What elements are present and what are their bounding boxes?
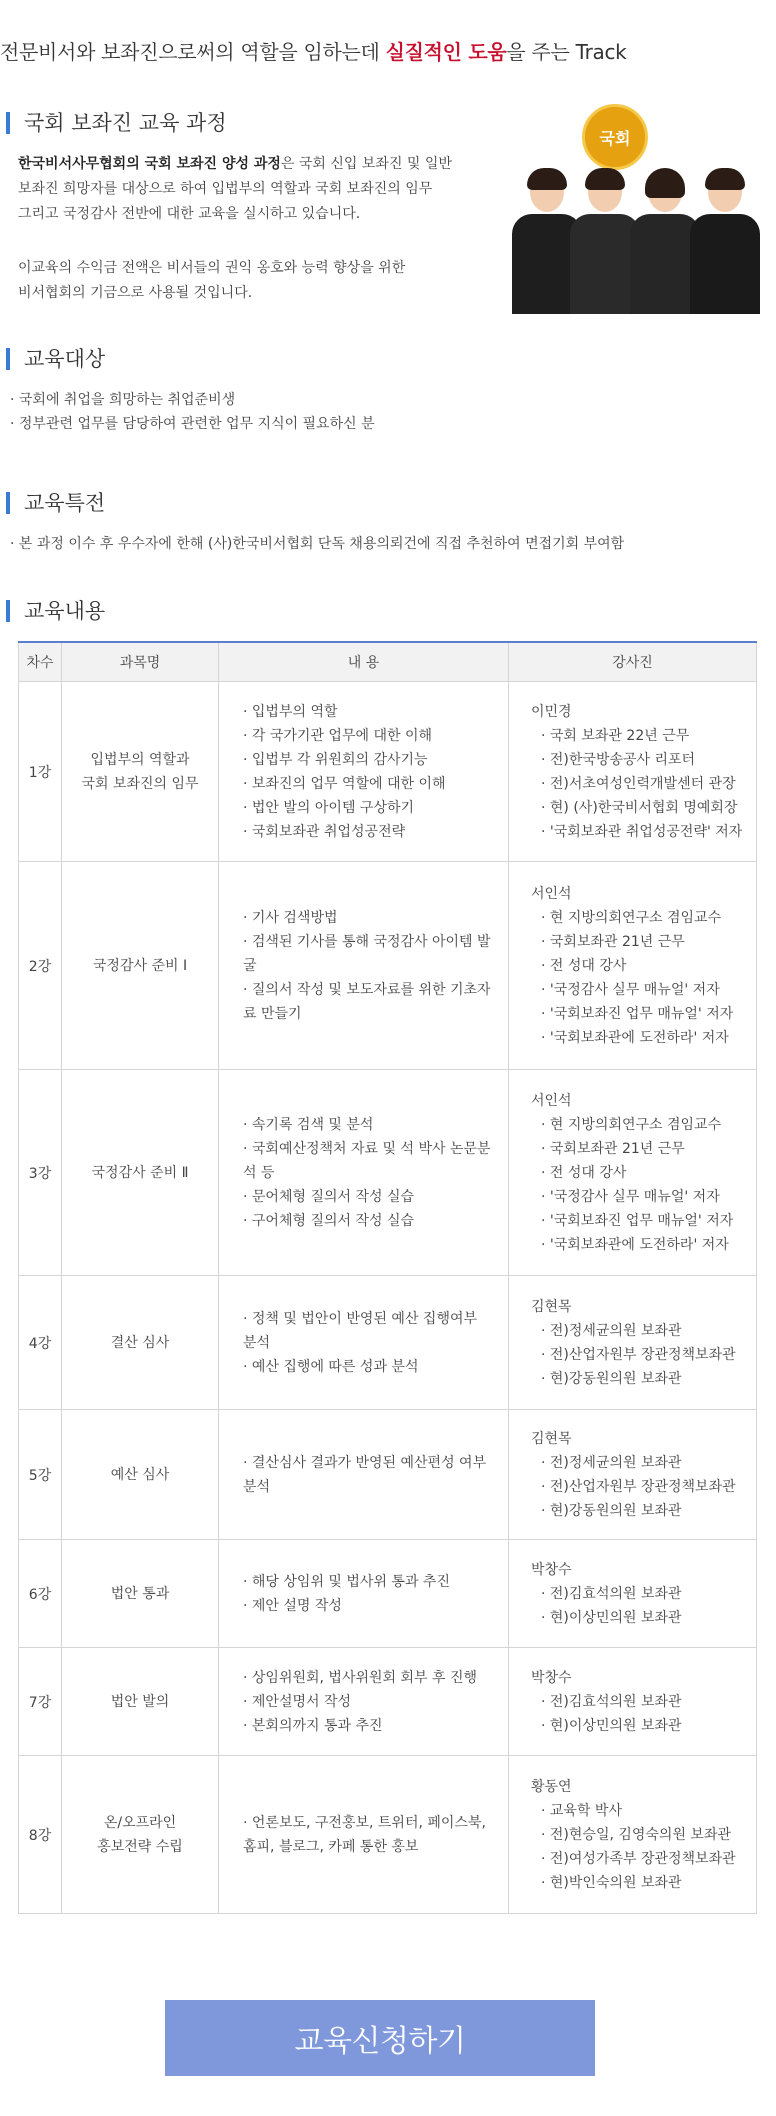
career-item: · 전)여성가족부 장관정책보좌관 <box>531 1847 744 1871</box>
contents-cell <box>219 862 509 1070</box>
career-item: · 전)한국방송공사 리포터 <box>531 748 744 772</box>
session-number: 5강 <box>19 1410 62 1540</box>
content-item: · 본회의까지 통과 추진 <box>243 1714 494 1738</box>
subject-cell: 입법부의 역할과 국회 보좌진의 임무 <box>62 682 219 862</box>
career-item: · '국회보좌관 취업성공전략' 저자 <box>531 820 744 844</box>
benefit-list <box>10 532 624 556</box>
career-item: · '국회보좌관에 도전하라' 저자 <box>531 1026 744 1050</box>
contents-cell <box>219 1276 509 1410</box>
subject-cell: 예산 심사 <box>62 1410 219 1540</box>
content-item: · 입법부의 역할 <box>243 700 494 724</box>
content-item: · 상임위원회, 법사위원회 회부 후 진행 <box>243 1666 494 1690</box>
instructor-name: 김현목 <box>531 1430 572 1447</box>
career-item: · 현)이상민의원 보좌관 <box>531 1714 744 1738</box>
staff-group-image <box>512 104 762 314</box>
header-instructor: 강사진 <box>509 642 757 682</box>
content-item: · 문어체형 질의서 작성 실습 <box>243 1185 494 1209</box>
content-item: · 속기록 검색 및 분석 <box>243 1113 494 1137</box>
instructor-name: 김현목 <box>531 1298 572 1315</box>
session-number: 2강 <box>19 862 62 1070</box>
instructor-name: 황동연 <box>531 1778 572 1795</box>
instructor-cell <box>509 682 757 862</box>
apply-button[interactable]: 교육신청하기 <box>165 2000 595 2076</box>
instructor-cell <box>509 1410 757 1540</box>
target-list <box>10 388 375 436</box>
instructor-cell <box>509 1070 757 1276</box>
content-item: · 예산 집행에 따른 성과 분석 <box>243 1355 494 1379</box>
instructor-name: 서인석 <box>531 1092 572 1109</box>
header-session: 차수 <box>19 642 62 682</box>
content-item: · 각 국가기관 업무에 대한 이해 <box>243 724 494 748</box>
instructor-name: 박창수 <box>531 1561 572 1578</box>
contents-cell <box>219 1070 509 1276</box>
intro-highlight: 실질적인 도움 <box>385 40 507 64</box>
session-number: 1강 <box>19 682 62 862</box>
content-item: · 검색된 기사를 통해 국정감사 아이템 발굴 <box>243 930 494 978</box>
session-number: 7강 <box>19 1648 62 1756</box>
subject-cell: 결산 심사 <box>62 1276 219 1410</box>
career-item: · 국회보좌관 21년 근무 <box>531 930 744 954</box>
instructor-cell <box>509 1648 757 1756</box>
table-row <box>19 1540 757 1648</box>
curriculum-table <box>18 641 757 1914</box>
content-item: · 법안 발의 아이템 구상하기 <box>243 796 494 820</box>
career-item: · 전)현승일, 김영숙의원 보좌관 <box>531 1823 744 1847</box>
career-item: · 전)산업자원부 장관정책보좌관 <box>531 1475 744 1499</box>
content-item: · 입법부 각 위원회의 감사기능 <box>243 748 494 772</box>
career-item: · '국정감사 실무 매뉴얼' 저자 <box>531 1185 744 1209</box>
career-item: · 현)박인숙의원 보좌관 <box>531 1871 744 1895</box>
instructor-cell <box>509 1756 757 1914</box>
list-item: · 국회에 취업을 희망하는 취업준비생 <box>10 388 375 412</box>
career-item: · '국회보좌관에 도전하라' 저자 <box>531 1233 744 1257</box>
table-row <box>19 1276 757 1410</box>
content-item: · 제안 설명 작성 <box>243 1594 494 1618</box>
career-item: · 전 성대 강사 <box>531 954 744 978</box>
subject-cell: 온/오프라인 홍보전략 수립 <box>62 1756 219 1914</box>
content-item: · 해당 상임위 및 법사위 통과 추진 <box>243 1570 494 1594</box>
section-title-overview: 국회 보좌진 교육 과정 <box>6 112 227 134</box>
session-number: 8강 <box>19 1756 62 1914</box>
career-item: · 국회보좌관 21년 근무 <box>531 1137 744 1161</box>
career-item: · 국회 보좌관 22년 근무 <box>531 724 744 748</box>
content-item: · 국회보좌관 취업성공전략 <box>243 820 494 844</box>
content-item: · 제안설명서 작성 <box>243 1690 494 1714</box>
contents-cell <box>219 1410 509 1540</box>
subject-cell: 법안 발의 <box>62 1648 219 1756</box>
career-item: · 전)김효석의원 보좌관 <box>531 1582 744 1606</box>
career-item: · '국회보좌진 업무 매뉴얼' 저자 <box>531 1002 744 1026</box>
career-item: · 현)강동원의원 보좌관 <box>531 1367 744 1391</box>
section-title-target: 교육대상 <box>6 348 105 370</box>
table-row <box>19 1070 757 1276</box>
career-item: · 전)정세균의원 보좌관 <box>531 1319 744 1343</box>
table-row <box>19 862 757 1070</box>
instructor-cell <box>509 862 757 1070</box>
national-assembly-emblem-icon: 국회 <box>582 104 648 170</box>
subject-cell: 국정감사 준비 Ⅰ <box>62 862 219 1070</box>
career-item: · 현)강동원의원 보좌관 <box>531 1499 744 1523</box>
content-item: · 질의서 작성 및 보도자료를 위한 기초자료 만들기 <box>243 978 494 1026</box>
header-subject: 과목명 <box>62 642 219 682</box>
person-figure <box>690 172 760 314</box>
career-item: · 현)이상민의원 보좌관 <box>531 1606 744 1630</box>
content-item: · 국회예산정책처 자료 및 석 박사 논문분석 등 <box>243 1137 494 1185</box>
content-item: · 보좌진의 업무 역할에 대한 이해 <box>243 772 494 796</box>
instructor-name: 이민경 <box>531 703 572 720</box>
instructor-cell <box>509 1540 757 1648</box>
career-item: · '국정감사 실무 매뉴얼' 저자 <box>531 978 744 1002</box>
overview-paragraph-2: 이교육의 수익금 전액은 비서들의 권익 옹호와 능력 향상을 위한 비서협회의 기금으로 사용될 것입니다. <box>18 260 406 301</box>
contents-cell <box>219 1648 509 1756</box>
session-number: 4강 <box>19 1276 62 1410</box>
list-item: · 정부관련 업무를 담당하여 관련한 업무 지식이 필요하신 분 <box>10 412 375 436</box>
career-item: · 전)산업자원부 장관정책보좌관 <box>531 1343 744 1367</box>
career-item: · 전 성대 강사 <box>531 1161 744 1185</box>
career-item: · 전)서초여성인력개발센터 관장 <box>531 772 744 796</box>
section-title-content: 교육내용 <box>6 600 105 622</box>
list-item: · 본 과정 이수 후 우수자에 한해 (사)한국비서협회 단독 채용의뢰건에 직접 추천하여 면접기회 부여함 <box>10 532 624 556</box>
content-item: · 결산심사 결과가 반영된 예산편성 여부 분석 <box>243 1451 494 1499</box>
career-item: · 전)정세균의원 보좌관 <box>531 1451 744 1475</box>
career-item: · 현 지방의회연구소 겸임교수 <box>531 1113 744 1137</box>
instructor-name: 서인석 <box>531 885 572 902</box>
instructor-cell <box>509 1276 757 1410</box>
table-row <box>19 682 757 862</box>
career-item: · 전)김효석의원 보좌관 <box>531 1690 744 1714</box>
contents-cell <box>219 1540 509 1648</box>
overview-paragraph-1: 한국비서사무협회의 국회 보좌진 양성 과정은 국회 신입 보좌진 및 일반 보좌진 희망자를 대상으로 하여 입법부의 역할과 국회 보좌진의 임무 그리고 국정감사 전반에 대한 교육을 실시하고 있습니다. <box>18 156 452 222</box>
content-item: · 구어체형 질의서 작성 실습 <box>243 1209 494 1233</box>
section-title-benefit: 교육특전 <box>6 492 105 514</box>
session-number: 6강 <box>19 1540 62 1648</box>
table-row <box>19 1410 757 1540</box>
session-number: 3강 <box>19 1070 62 1276</box>
career-item: · '국회보좌진 업무 매뉴얼' 저자 <box>531 1209 744 1233</box>
table-row <box>19 1756 757 1914</box>
career-item: · 현 지방의회연구소 겸임교수 <box>531 906 744 930</box>
content-item: · 정책 및 법안이 반영된 예산 집행여부 분석 <box>243 1307 494 1355</box>
instructor-name: 박창수 <box>531 1669 572 1686</box>
subject-cell: 법안 통과 <box>62 1540 219 1648</box>
career-item: · 교육학 박사 <box>531 1799 744 1823</box>
intro-text: 전문비서와 보좌진으로써의 역할을 임하는데 실질적인 도움을 주는 Track <box>0 40 627 64</box>
header-contents: 내 용 <box>219 642 509 682</box>
table-row <box>19 1648 757 1756</box>
contents-cell <box>219 682 509 862</box>
subject-cell: 국정감사 준비 Ⅱ <box>62 1070 219 1276</box>
career-item: · 현) (사)한국비서협회 명예회장 <box>531 796 744 820</box>
content-item: · 기사 검색방법 <box>243 906 494 930</box>
content-item: · 언론보도, 구전홍보, 트위터, 페이스북, 홈피, 블로그, 카페 통한 홍보 <box>243 1811 494 1859</box>
contents-cell <box>219 1756 509 1914</box>
table-header-row <box>19 642 757 682</box>
